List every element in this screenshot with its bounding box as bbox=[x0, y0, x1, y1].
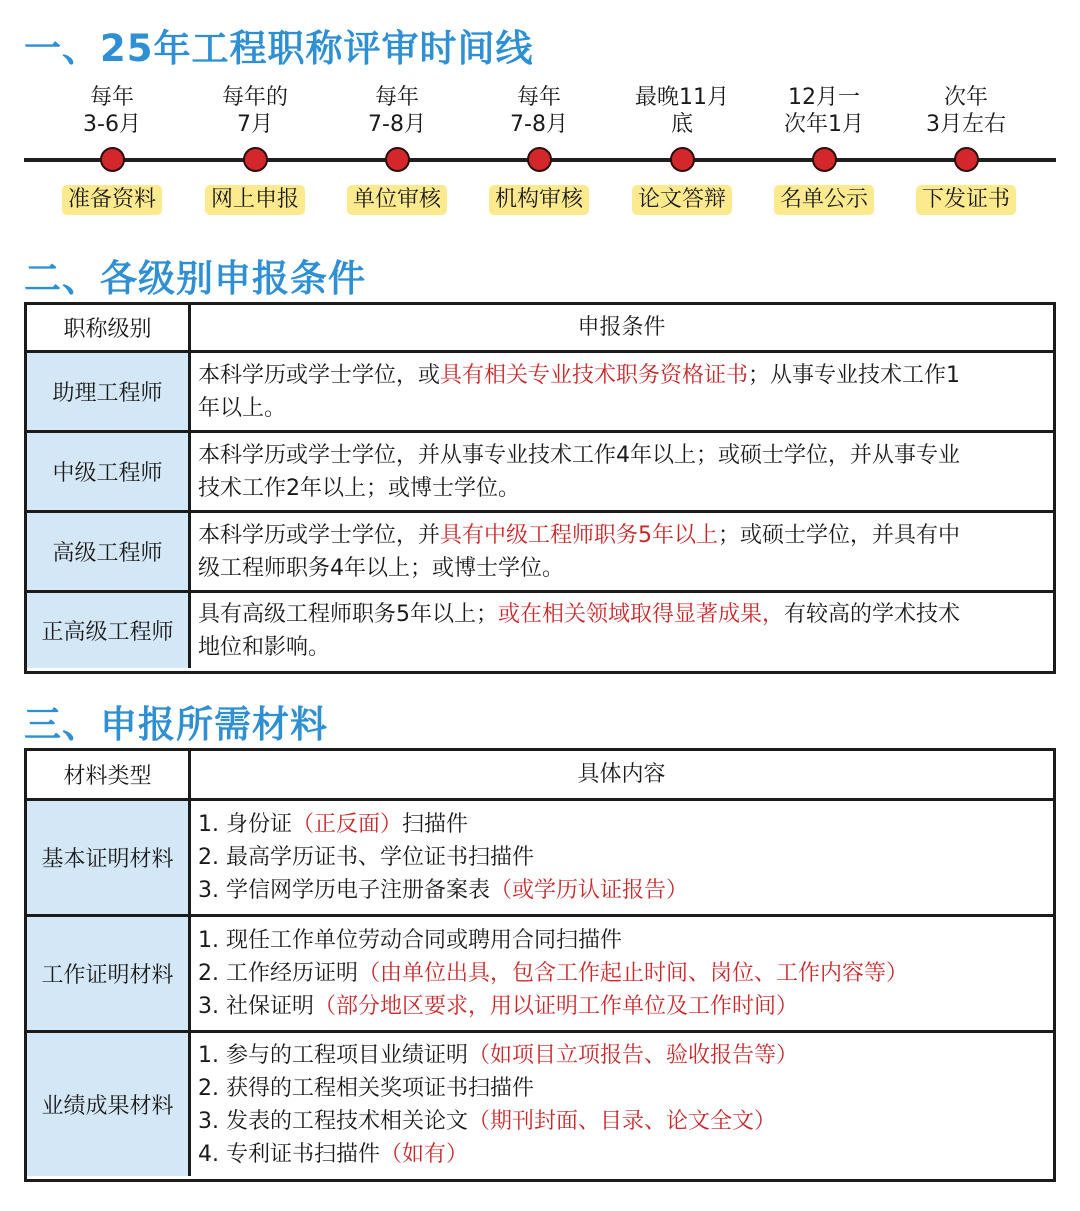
timeline-dot-icon bbox=[670, 147, 695, 172]
timeline-dot-icon bbox=[385, 147, 410, 172]
conditions-section-title: 二、各级别申报条件 bbox=[24, 257, 366, 300]
timeline-step bbox=[891, 84, 1041, 215]
timeline-label: 网上申报 bbox=[205, 185, 305, 215]
timeline-date: 次年 3月左右 bbox=[926, 85, 1006, 137]
level-cell: 正高级工程师 bbox=[27, 593, 191, 668]
condition-line: 具有高级工程师职务5年以上；或在相关领域取得显著成果，有较高的学术技术 bbox=[198, 601, 961, 627]
list-item: 1. 现任工作单位劳动合同或聘用合同扫描件 bbox=[198, 928, 622, 953]
timeline-dot-icon bbox=[954, 147, 979, 172]
conditions-table bbox=[24, 302, 1056, 674]
timeline-date: 每年 3-6月 bbox=[83, 85, 141, 137]
material-content-cell bbox=[191, 801, 1053, 914]
table-row bbox=[27, 590, 1053, 668]
timeline-dot-icon bbox=[100, 147, 125, 172]
material-type-cell: 基本证明材料 bbox=[27, 801, 191, 914]
table-header-row bbox=[27, 751, 1053, 798]
table-header-cell: 具体内容 bbox=[577, 762, 666, 787]
list-item: 3. 发表的工程技术相关论文（期刊封面、目录、论文全文） bbox=[198, 1108, 776, 1134]
table-header-row bbox=[27, 305, 1053, 350]
timeline-step bbox=[37, 84, 187, 215]
condition-line: 年以上。 bbox=[198, 395, 287, 421]
timeline-step bbox=[749, 84, 899, 215]
list-item: 1. 身份证（正反面）扫描件 bbox=[198, 812, 469, 837]
condition-line: 级工程师职务4年以上；或博士学位。 bbox=[198, 555, 564, 581]
timeline-label: 下发证书 bbox=[916, 185, 1016, 215]
table-header-cell: 申报条件 bbox=[577, 315, 666, 340]
timeline-step bbox=[607, 84, 757, 215]
table-row bbox=[27, 350, 1053, 430]
list-item: 1. 参与的工程项目业绩证明（如项目立项报告、验收报告等） bbox=[198, 1042, 798, 1068]
table-row bbox=[27, 430, 1053, 510]
materials-table bbox=[24, 748, 1056, 1182]
timeline-label: 名单公示 bbox=[774, 185, 874, 215]
material-content-cell bbox=[191, 917, 1053, 1030]
condition-cell bbox=[191, 433, 1053, 510]
timeline-date: 每年 7-8月 bbox=[368, 85, 426, 137]
timeline-label: 准备资料 bbox=[62, 185, 162, 215]
condition-line: 地位和影响。 bbox=[198, 634, 331, 660]
material-type-cell: 业绩成果材料 bbox=[27, 1033, 191, 1176]
level-cell: 中级工程师 bbox=[27, 433, 191, 510]
timeline-dot-icon bbox=[243, 147, 268, 172]
timeline-step bbox=[464, 84, 614, 215]
timeline-label: 单位审核 bbox=[347, 185, 447, 215]
timeline-dot-icon bbox=[527, 147, 552, 172]
level-cell: 助理工程师 bbox=[27, 353, 191, 430]
timeline-date: 每年的 7月 bbox=[221, 85, 288, 137]
list-item: 2. 最高学历证书、学位证书扫描件 bbox=[198, 845, 534, 870]
list-item: 4. 专利证书扫描件（如有） bbox=[198, 1141, 468, 1167]
condition-cell bbox=[191, 593, 1053, 668]
materials-section-title: 三、申报所需材料 bbox=[24, 703, 328, 746]
condition-cell bbox=[191, 513, 1053, 590]
timeline-label: 论文答辩 bbox=[632, 185, 732, 215]
table-row bbox=[27, 914, 1053, 1030]
table-row bbox=[27, 1030, 1053, 1176]
timeline-section-title: 一、25年工程职称评审时间线 bbox=[24, 27, 534, 70]
table-header-cell: 材料类型 bbox=[27, 751, 191, 798]
material-content-cell bbox=[191, 1033, 1053, 1176]
table-header-cell: 职称级别 bbox=[27, 305, 191, 350]
timeline-label: 机构审核 bbox=[489, 185, 589, 215]
timeline-dot-icon bbox=[812, 147, 837, 172]
list-item: 2. 工作经历证明（由单位出具，包含工作起止时间、岗位、工作内容等） bbox=[198, 961, 908, 986]
material-type-cell: 工作证明材料 bbox=[27, 917, 191, 1030]
list-item: 2. 获得的工程相关奖项证书扫描件 bbox=[198, 1075, 534, 1101]
timeline-step bbox=[322, 84, 472, 215]
condition-line: 本科学历或学士学位，并具有中级工程师职务5年以上；或硕士学位，并具有中 bbox=[198, 522, 961, 548]
timeline-date: 最晚11月 底 bbox=[635, 85, 729, 137]
condition-cell bbox=[191, 353, 1053, 430]
list-item: 3. 社保证明（部分地区要求，用以证明工作单位及工作时间） bbox=[198, 994, 798, 1019]
timeline-date: 12月一 次年1月 bbox=[784, 85, 864, 137]
level-cell: 高级工程师 bbox=[27, 513, 191, 590]
list-item: 3. 学信网学历电子注册备案表（或学历认证报告） bbox=[198, 878, 688, 903]
timeline-step bbox=[180, 84, 330, 215]
condition-line: 技术工作2年以上；或博士学位。 bbox=[198, 475, 520, 501]
table-row bbox=[27, 798, 1053, 914]
timeline-date: 每年 7-8月 bbox=[510, 85, 568, 137]
table-row bbox=[27, 510, 1053, 590]
condition-line: 本科学历或学士学位，或具有相关专业技术职务资格证书；从事专业技术工作1 bbox=[198, 362, 961, 388]
condition-line: 本科学历或学士学位，并从事专业技术工作4年以上；或硕士学位，并从事专业 bbox=[198, 442, 960, 468]
